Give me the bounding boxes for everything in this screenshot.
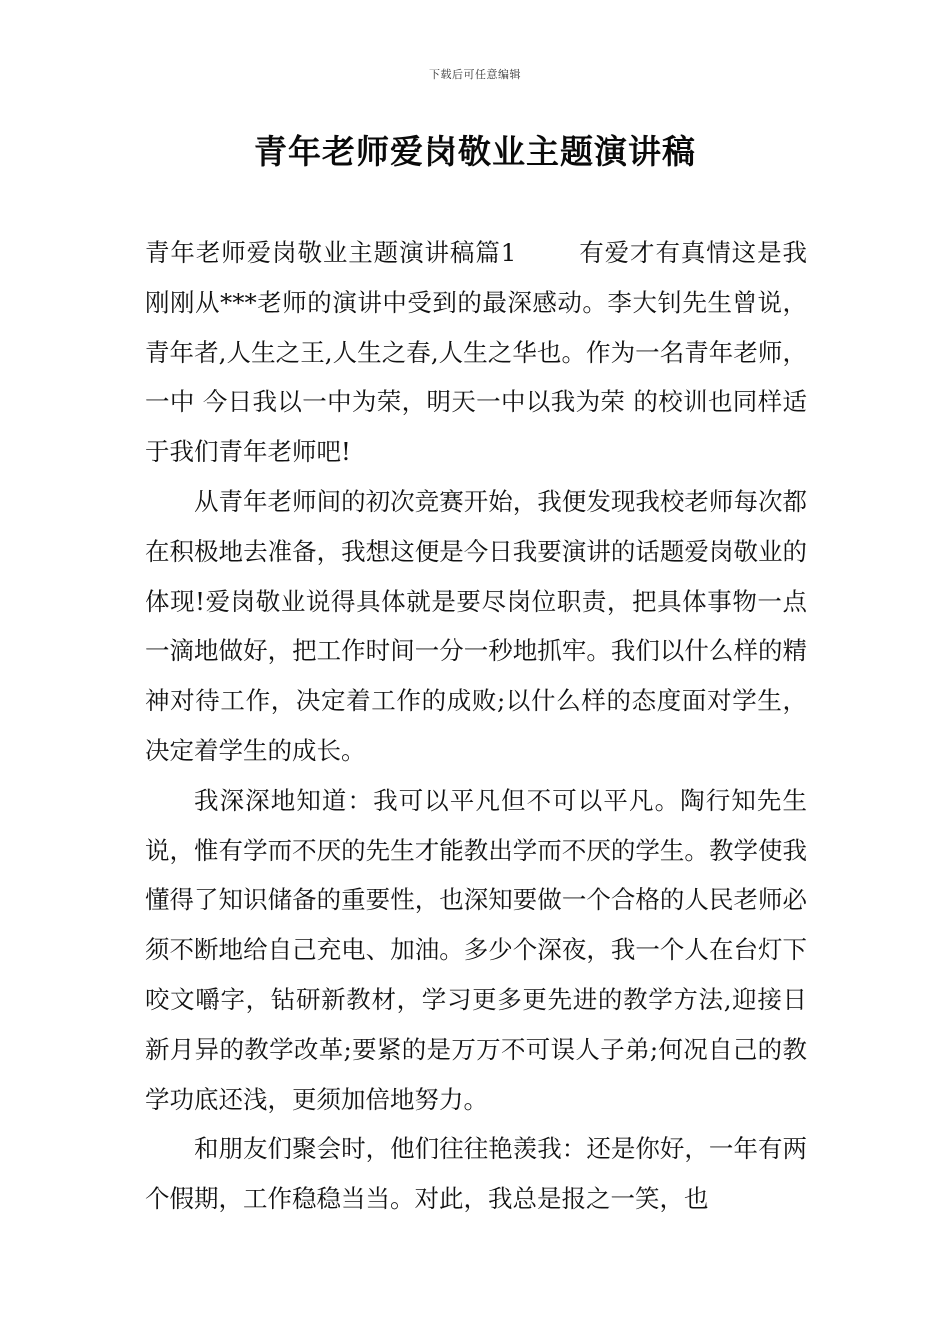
paragraph-3: 我深深地知道：我可以平凡但不可以平凡。陶行知先生说，惟有学而不厌的先生才能教出学而不厌的学生。教学使我懂得了知识储备的重要性，也深知要做一个合格的人民老师必须不断地给自己充电、加油。多少个深夜，我一个人在台灯下咬文嚼字，钻研新教材，学习更多更先进的教学方法,迎接日新月异的教学改革;要紧的是万万不可误人子弟;何况自己的教学功底还浅，更须加倍地努力。 — [145, 785, 807, 1114]
paragraph-1-text: 有爱才有真情这是我刚刚从***老师的演讲中受到的最深感动。李大钊先生曾说，青年者,人生之王,人生之春,人生之华也。作为一名青年老师，一中 今日我以一中为荣，明天一中以我为荣 的校训也同样适于我们青年老师吧! — [145, 238, 807, 467]
paragraph-4: 和朋友们聚会时，他们往往艳羡我：还是你好，一年有两个假期，工作稳稳当当。对此，我总是报之一笑，也 — [145, 1134, 807, 1214]
paragraph-1 — [145, 228, 807, 477]
paragraph-2: 从青年老师间的初次竞赛开始，我便发现我校老师每次都在积极地去准备，我想这便是今日我要演讲的话题爱岗敬业的体现!爱岗敬业说得具体就是要尽岗位职责，把具体事物一点一滴地做好，把工作时间一分一秒地抓牢。我们以什么样的精神对待工作，决定着工作的成败;以什么样的态度面对学生，决定着学生的成长。 — [145, 486, 807, 765]
document-title: 青年老师爱岗敬业主题演讲稿 — [254, 132, 696, 171]
document-body — [145, 228, 807, 1224]
header-note: 下载后可任意编辑 — [429, 68, 521, 81]
section-heading: 青年老师爱岗敬业主题演讲稿篇1 — [145, 238, 517, 267]
